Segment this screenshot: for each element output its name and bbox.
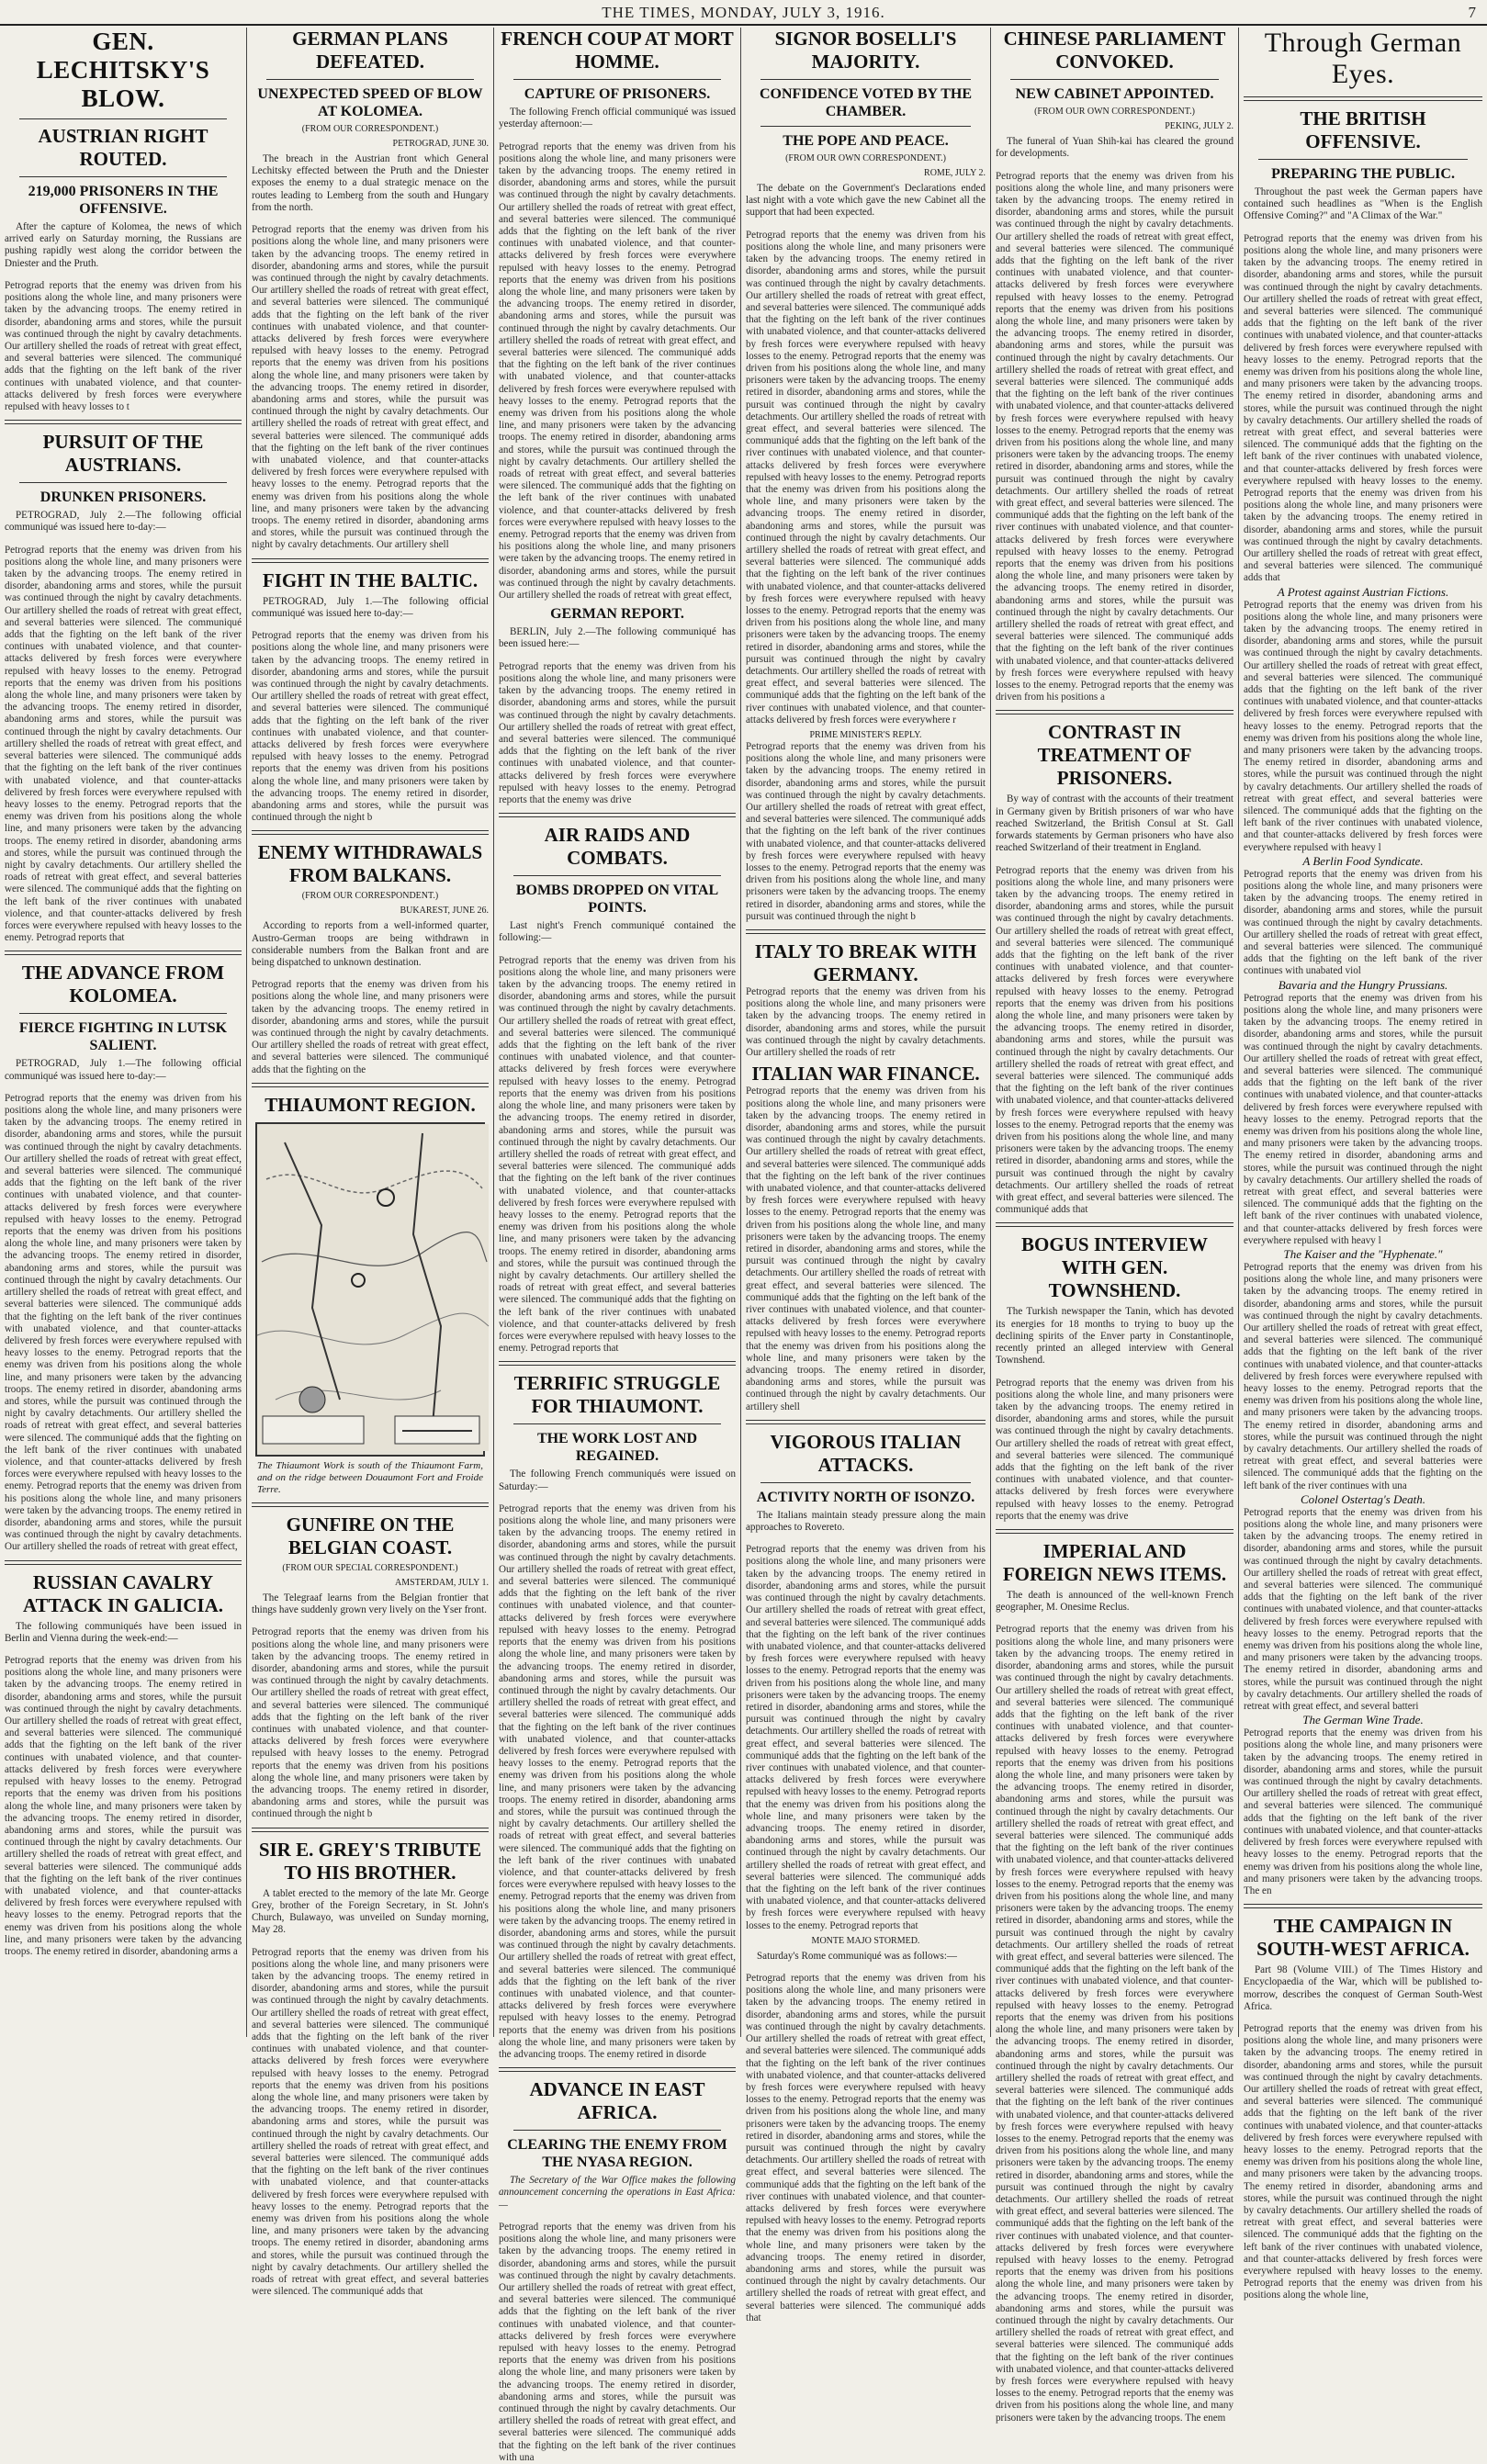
article-lechitsky <box>5 28 242 413</box>
section-label: The German Wine Trade. <box>1302 1713 1424 1727</box>
headline: FIGHT IN THE BALTIC. <box>262 568 479 591</box>
article-lead: BERLIN, July 2.—The following communiqué has been issued here:— <box>499 626 736 650</box>
article-body: Petrograd reports that the enemy was driven from his positions along the whole line, and many prisoners were taken by the advancing troops. The enemy retired in disorder, abandoning arms and stores, while the pursuit was continued through the night by cavalry detachments. Our artillery shelled the roads of retreat with great effect, and several batteries were silenced. The communiqué adds that the fighting on the left bank of the river continues with unabated violence, and that counter-attacks delivered by fresh forces were everywhere repulsed with heavy losses to the enemy. Petrograd reports that the enemy was driven from his positions along the whole line, and many prisoners were taken by the advancing troops. The enemy retired in disorder, abandoning arms and stores, while the pursuit was continued through the night by cavalry detachments. Our artillery shelled the roads of retreat with great effect, and several batteries were silenced. The communiqué adds that the fighting on the left bank of the river continues with unabated violence, and that counter-attacks delivered by fresh forces were everywhere repulsed with heavy losses to the enemy. Petrograd reports that the enemy was driven from his positions along the whole line, and many prisoners were taken by the advancing troops. The enemy retired in disorder, abandoning arms and stores, while the pursuit was continued through the night by cavalry detachments. Our artillery shelled the roads of retreat with great effect, and several batteries were silenced. The communiqué adds that <box>252 1946 489 2298</box>
subheadline: NEW CABINET APPOINTED. <box>1015 86 1214 102</box>
headline: ITALIAN WAR FINANCE. <box>751 1063 980 1086</box>
subheadline: PREPARING THE PUBLIC. <box>1271 166 1455 182</box>
dateline: PETROGRAD, JUNE 30. <box>392 139 489 149</box>
article-belgian-coast <box>252 1513 489 1821</box>
article-lead: The Turkish newspaper the Tanin, which has devoted its energies for 18 months to trying to buoy up the declining spirits of the Enver party in Constantinople, recently printed an alleged interview with General Townshend. <box>996 1306 1234 1367</box>
article-baltic <box>252 569 489 825</box>
byline: (FROM OUR OWN CORRESPONDENT.) <box>785 153 946 163</box>
article-lead: Throughout the past week the German papers have contained such headlines as "When is the English Offensive Coming?" and "A Climax of the War." <box>1244 186 1482 222</box>
article-body: Petrograd reports that the enemy was driven from his positions along the whole line, and many prisoners were taken by the advancing troops. The enemy retired in disorder, abandoning arms and stores, while the pursuit was continued through the night by cavalry detachments. Our artillery shelled the roads of retreat with great effect, and several batteries were silenced. The communiqué adds that the fighting on the left bank of the river continues with unabated violence, and that counter-attacks delivered by fresh forces were everywhere repulsed with heavy losses to the enemy. Petrograd reports that the enemy was driven from his positions along the whole line, and many prisoners were taken by the advancing troops. The enemy retired in disorder, abandoning arms and stores, while the pursuit was continued through the night by cavalry detachments. Our artillery shelled the roads of retreat with great effect, and several batteries were silenced. The communiqué adds that the fighting on the left bank of the river continues with unabated violence, and that counter-attacks delivered by fresh forces were everywhere repulsed with heavy losses to the enemy. Petrograd reports that the enemy was driven from his positions along the whole line, and many prisoners were taken by the advancing troops. The enemy retired in disorder, abandoning arms and stores, while the pursuit was continued through the night by cavalry detachments. Our artillery shelled the roads of retreat with great effect, and several batteries were silenced. The communiqué adds that <box>1244 232 1482 584</box>
article-body: Petrograd reports that the enemy was driven from his positions along the whole line, and many prisoners were taken by the advancing troops. The enemy retired in disorder, abandoning arms and stores, while the pursuit was continued through the night by cavalry detachments. Our artillery shelled the roads of retreat with great effect, and several batteries were silenced. The communiqué adds that the fighting on the left bank of the river continues with unabated violence, and that counter-attacks delivered by fresh forces were everywhere repulsed with heavy losses to the enemy. Petrograd reports that the enemy was driven from his positions along the whole line, and many prisoners were taken by the advancing troops. The enemy retired in disorder, abandoning arms and stores, while the pursuit was continued through the night b <box>252 1626 489 1820</box>
section-label: PRIME MINISTER'S REPLY. <box>809 730 922 741</box>
article-grey <box>252 1839 489 2299</box>
byline: (FROM OUR CORRESPONDENT.) <box>301 124 439 134</box>
subheadline: THE BRITISH OFFENSIVE. <box>1300 107 1426 152</box>
article-thiaumont <box>499 1372 736 2061</box>
article-body: Petrograd reports that the enemy was driven from his positions along the whole line, and many prisoners were taken by the advancing troops. The enemy retired in disorder, abandoning arms and stores, while the pursuit was continued through the night by cavalry detachments. Our artillery shelled the roads of retreat with great effect, and several batteries were silenced. The communiqué adds that the fighting on the left bank of the river continues with unabated violence, and that counter-attacks delivered by fresh forces were everywhere repulsed with heavy losses to the enemy. Petrograd reports that the enemy was driven from his positions along the whole line, and many prisoners were taken by the advancing troops. The enemy retired in disorder, abandoning arms and stores, while the pursuit was continued through the night b <box>746 741 986 922</box>
article-through-german-eyes <box>1244 28 1482 1897</box>
article-body: Petrograd reports that the enemy was driven from his positions along the whole line, and many prisoners were taken by the advancing troops. The enemy retired in disorder, abandoning arms and stores, while the pursuit was continued through the night by cavalry detachments. Our artillery shelled the roads of retreat with great effect, and several batteries were silenced. The communiqué adds that the fighting on the left bank of the river continues with unabated violence, and that counter-attacks delivered by fresh forces were everywhere repulsed with heavy losses to the enemy. Petrograd reports that the enemy was driven from his positions along the whole line, and many prisoners were taken by the advancing troops. The enemy retired in disorder, abandoning arms and stores, while the pursuit was continued through the night by cavalry detachments. Our artillery shelled the roads of retreat with great effect, and several batteries were silenced. The communiqué adds that the fighting on the left bank of the river continues with una <box>499 2221 736 2463</box>
article-german-report <box>499 605 736 806</box>
subheadline: THE POPE AND PEACE. <box>783 133 949 149</box>
article-imperial-news <box>996 1540 1234 2425</box>
subheadline: 219,000 PRISONERS IN THE OFFENSIVE. <box>28 184 219 217</box>
article-lead: Saturday's Rome communiqué was as follows:— <box>757 1950 957 1962</box>
column-6 <box>1239 28 1487 2301</box>
article-body: Petrograd reports that the enemy was driven from his positions along the whole line, and many prisoners were taken by the advancing troops. The enemy retired in disorder, abandoning arms and stores, while the pursuit was continued through the night by cavalry detachments. Our artillery shelled the roads of retreat with great effect, and several batteries were silenced. The communiqué adds that the fighting on the left bank of the river continues with unabated violence, and that counter-attacks delivered by fresh forces were everywhere repulsed with heavy losses to the enemy. Petrograd reports that the enemy was driven from his positions along the whole line, and many prisoners were taken by the advancing troops. The enemy retired in disorder, abandoning arms and stores, while the pursuit was continued through the night by cavalry detachments. Our artillery shelled the roads of retreat with great effect, and several batteries were silenced. The communiqué adds that the fighting on the left bank of the river continues with unabated violence, and that counter-attacks delivered by fresh forces were everywhere repulsed with heavy losses to the enemy. Petrograd reports that the enemy was driven from his positions along the whole line, and many prisoners were taken by the advancing troops. The enemy retired in disorder, abandoning arms and stores, while the pursuit was continued through the night by cavalry detachments. Our artillery shelled the roads of retreat with great effect, and several batteries were silenced. The communiqué adds that the fighting on the left bank of the river continues with unabated violence, and that counter-attacks delivered by fresh forces were everywhere repulsed with heavy losses to the enemy. Petrograd reports that the enemy was driven from his positions along the whole line, and many prisoners were taken by the advancing troops. The enemy retired in disorder, abandoning arms and stores, while the pursuit was continued through the night by cavalry detachments. Our artillery shelled the roads of retreat with great effect, <box>5 1092 242 1553</box>
article-boselli <box>746 28 986 923</box>
headline: AIR RAIDS AND COMBATS. <box>544 824 691 870</box>
headline: THE ADVANCE FROM KOLOMEA. <box>21 962 225 1007</box>
article-italy-germany <box>746 940 986 1059</box>
headline: RUSSIAN CAVALRY ATTACK IN GALICIA. <box>23 1570 223 1616</box>
page-number: 7 <box>1468 4 1476 21</box>
subheadline: UNEXPECTED SPEED OF BLOW AT KOLOMEA. <box>257 86 483 119</box>
headline: CONTRAST IN TREATMENT OF PRISONERS. <box>1037 721 1192 790</box>
thiaumont-map <box>255 1122 485 1457</box>
article-body: Petrograd reports that the enemy was driven from his positions along the whole line, and many prisoners were taken by the advancing troops. The enemy retired in disorder, abandoning arms and stores, while the pursuit was continued through the night by cavalry detachments. Our artillery shelled the roads of retreat with great effect, and several batteries were silenced. The communiqué adds that the fighting on the left bank of the river continues with unabated violence, and that counter-attacks delivered by fresh forces were everywhere repulsed with heavy losses to the enemy. Petrograd reports that the enemy was driven from his positions along the whole line, and many prisoners were taken by the advancing troops. The enemy retired in disorder, abandoning arms and stores, while the pursuit was continued through the night by cavalry detachments. Our artillery shelled the roads of retreat with great effect, and several batteries were silenced. The communiqué adds that the fighting on the left bank of the river continues with unabated violence, and that counter-attacks delivered by fresh forces were everywhere repulsed with heavy losses to the enemy. Petrograd reports that the enemy was driven from his positions along the whole line, and many prisoners were taken by the advancing troops. The enemy retired in disorder, abandoning arms and stores, while the pursuit was continued through the night by cavalry detachments. Our artillery shelled the roads of retreat with great effect, and several batteries were silenced. The communiqué adds that the fighting on the left bank of the river continues with unabated violence, and that counter-attacks delivered by fresh forces were everywhere repulsed with heavy losses to the enemy. Petrograd reports that <box>746 1544 986 1931</box>
article-body: Petrograd reports that the enemy was driven from his positions along the whole line, and many prisoners were taken by the advancing troops. The enemy retired in disorder, abandoning arms and stores, while the pursuit was continued through the night by cavalry detachments. Our artillery shelled the roads of retreat with great effect, and several batteries were silenced. The communiqué adds that the fighting on the left bank of the river continues with unabated violence, and that counter-attacks delivered by fresh forces were everywhere repulsed with heavy losses to the enemy. Petrograd reports that the enemy was drive <box>499 660 736 805</box>
map-caption: The Thiaumont Work is south of the Thiaumont Farm, and on the ridge between Douaumont Fort and Froide Terre. <box>257 1459 483 1495</box>
article-body: Petrograd reports that the enemy was driven from his positions along the whole line, and many prisoners were taken by the advancing troops. The enemy retired in disorder, abandoning arms and stores, while the pursuit was continued through the night by cavalry detachments. Our artillery shelled the roads of retreat with great effect, and several batteries were silenced. The communiqué adds that the fighting on the left bank of the river continues with unabated violence, and that counter-attacks delivered by fresh forces were everywhere repulsed with heavy losses to the enemy. Petrograd reports that the enemy was driven from his positions along the whole line, and many prisoners were taken by the advancing troops. The enemy retired in disorder, abandoning arms and stores, while the pursuit was continued through the night by cavalry detachments. Our artillery shelled the roads of retreat with great effect, and several batteries were silenced. The communiqué adds that the fighting on the left bank of the river continues with unabated violence, and that counter-attacks delivered by fresh forces were everywhere repulsed with heavy losses to the enemy. Petrograd reports that the enemy was driven from his positions along the whole line, and many prisoners were taken by the advancing troops. The enemy retired in disorder, abandoning arms and stores, while the pursuit was continued through the night by cavalry detachments. Our artillery shelled the roads of retreat with great effect, and several batteries were silenced. The communiqué adds that <box>996 864 1234 1216</box>
article-body: Petrograd reports that the enemy was driven from his positions along the whole line, and many prisoners were taken by the advancing troops. The enemy retired in disorder, abandoning arms and stores, while the pursuit was continued through the night by cavalry detachments. Our artillery shelled the roads of retreat with great effect, and several batteries were silenced. The communiqué adds that the fighting on the left bank of the river continues with unabated violence, and that counter-attacks delivered by fresh forces were everywhere repulsed with heavy losses to the enemy. Petrograd reports that the enemy was driven from his positions along the whole line, and many prisoners were taken by the advancing troops. The enemy retired in disorder, abandoning arms and stores, while the pursuit was continued through the night by cavalry detachments. Our artillery shelled the roads of retreat with great effect, and several batteries were silenced. The communiqué adds that the fighting on the left bank of the river continues with unabated violence, and that counter-attacks delivered by fresh forces were everywhere repulsed with heavy losses to the enemy. Petrograd reports that the enemy was driven from his positions along the whole line, and many prisoners were taken by the advancing troops. The enemy retired in disorder, abandoning arms and stores, while the pursuit was continued through the night by cavalry detachments. Our artillery shelled the roads of retreat with great effect, and several batteries were silenced. The communiqué adds that the fighting on the left bank of the river continues with unabated violence, and that counter-attacks delivered by fresh forces were everywhere repulsed with heavy losses to the enemy. Petrograd reports that the enemy was driven from his positions along the whole line, and many prisoners were taken by the advancing troops. The enemy retired in disorder, abandoning arms and stores, while the pursuit was continued through the night by cavalry detachments. Our artillery shelled the roads of retreat with great effect, <box>499 141 736 602</box>
headline: CHINESE PARLIAMENT CONVOKED. <box>1003 28 1226 73</box>
headline: Through German Eyes. <box>1264 28 1462 89</box>
article-italian-attacks <box>746 1431 986 2324</box>
article-lead: Part 98 (Volume VIII.) of The Times History and Encyclopaedia of the War, which will be published to-morrow, describes the conquest of German South-West Africa. <box>1244 1964 1482 2012</box>
headline: GUNFIRE ON THE BELGIAN COAST. <box>286 1513 455 1558</box>
byline: (FROM OUR OWN CORRESPONDENT.) <box>1034 107 1195 117</box>
article-body: Petrograd reports that the enemy was driven from his positions along the whole line, and many prisoners were taken by the advancing troops. The enemy retired in disorder, abandoning arms and stores, while the pursuit was continued through the night by cavalry detachments. Our artillery shelled the roads of retreat with great effect, and several batteries were silenced. The communiqué adds that the fighting on the left bank of the river continues with unabated violence, and that counter-attacks delivered by fresh forces were everywhere repulsed with heavy losses to the enemy. Petrograd reports that the enemy was driven from his positions along the whole line, and many prisoners were taken by the advancing troops. The enemy retired in disorder, abandoning arms and stores, while the pursuit was continued through the night by cavalry detachments. Our artillery shelled the roads of retreat with great effect, and several batteries were silenced. The communiqué adds that the fighting on the left bank of the river continues with unabated violence, and that counter-attacks delivered by fresh forces were everywhere repulsed with heavy losses to the enemy. Petrograd reports that the enemy was driven from his positions along the whole line, and many prisoners were taken by the advancing troops. The enemy retired in disorder, abandoning arms and stores, while the pursuit was continued through the night by cavalry detachments. Our artillery shelled the roads of retreat with great effect, and several batteries were silenced. The communiqué adds that <box>746 1973 986 2323</box>
subheadline: THE WORK LOST AND REGAINED. <box>536 1431 698 1465</box>
article-lead: The debate on the Government's Declarations ended last night with a vote which gave the new Cabinet all the support that had been expected. <box>746 183 986 219</box>
article-body: Petrograd reports that the enemy was driven from his positions along the whole line, and many prisoners were taken by the advancing troops. The enemy retired in disorder, abandoning arms and stores, while the pursuit was continued through the night by cavalry detachments. Our artillery shelled the roads of retreat with great effect, and several batteries were silenced. The communiqué adds that the fighting on the left bank of the river continues with unabated violence, and that counter-attacks delivered by fresh forces were everywhere repulsed with heavy losses to the enemy. Petrograd reports that the enemy was driven from his positions along the whole line, and many prisoners were taken by the advancing troops. The enemy retired in disorder, abandoning arms and stores, while the pursuit was continued through the night b <box>252 630 489 824</box>
article-lead: The breach in the Austrian front which General Lechitsky effected between the Pruth and the Dniester exposes the enemy to a dual strategic menace on the routes leading to Lemberg from the south and Hungary from the north. <box>252 153 489 213</box>
article-cavalry <box>5 1571 242 1959</box>
subheadline: CONFIDENCE VOTED BY THE CHAMBER. <box>760 86 972 119</box>
article-body: Petrograd reports that the enemy was driven from his positions along the whole line, and many prisoners were taken by the advancing troops. The enemy retired in disorder, abandoning arms and stores, while the pursuit was continued through the night by cavalry detachments. Our artillery shelled the roads of retreat with great effect, and several batteries were silenced. The communiqué adds that the fighting on the left bank of the river continues with unabated violence, and that counter-attacks delivered by fresh forces were everywhere repulsed with heavy losses to the enemy. Petrograd reports that the enemy was driven from his positions along the whole line, and many prisoners were taken by the advancing troops. The enemy retired in disorder, abandoning arms and stores, while the pursuit was continued through the night by cavalry detachments. Our artillery shelled the roads of retreat with great effect, and several batteries were silenced. The communiqué adds that the fighting on the left bank of the river continues with una <box>1244 1261 1482 1491</box>
article-body: Petrograd reports that the enemy was driven from his positions along the whole line, and many prisoners were taken by the advancing troops. The enemy retired in disorder, abandoning arms and stores, while the pursuit was continued through the night by cavalry detachments. Our artillery shelled the roads of retreat with great effect, and several batteries were silenced. The communiqué adds that the fighting on the left bank of the river continues with unabated violence, and that counter-attacks delivered by fresh forces were everywhere repulsed with heavy losses to the enemy. Petrograd reports that the enemy was driven from his positions along the whole line, and many prisoners were taken by the advancing troops. The enemy retired in disorder, abandoning arms and stores, while the pursuit was continued through the night by cavalry detachments. Our artillery shelled the roads of retreat with great effect, and several batteries were silenced. The communiqué adds that the fighting on the left bank of the river continues with unabated violence, and that counter-attacks delivered by fresh forces were everywhere repulsed with heavy losses to the enemy. Petrograd reports that the enemy was driven from his positions along the whole line, and many prisoners were taken by the advancing troops. The enemy retired in disorder, abandoning arms and stores, while the pursuit was continued through the night by cavalry detachments. Our artillery shelled the roads of retreat with great effect, and several batteries were silenced. The communiqué adds that the fighting on the left bank of the river continues with unabated violence, and that counter-attacks delivered by fresh forces were everywhere repulsed with heavy losses to the enemy. Petrograd reports that the enemy was driven from his positions along the whole line, and many prisoners were taken by the advancing troops. The enemy retired in disorder, abandoning arms and stores, while the pursuit was continued through the night by cavalry detachments. Our artillery shelled the roads of retreat with great effect, and several batteries were silenced. The communiqué adds that the fighting on the left bank of the river continues with unabated violence, and that counter-attacks delivered by fresh forces were everywhere repulsed with heavy losses to the enemy. Petrograd reports that the enemy was driven from his positions a <box>996 170 1234 703</box>
article-balkans <box>252 841 489 1076</box>
headline: ENEMY WITHDRAWALS FROM BALKANS. <box>257 841 483 887</box>
dateline: AMSTERDAM, JULY 1. <box>395 1577 489 1588</box>
dateline: ROME, JULY 2. <box>924 168 986 178</box>
subheadline: AUSTRIAN RIGHT ROUTED. <box>38 125 208 170</box>
article-body: Petrograd reports that the enemy was driven from his positions along the whole line, and many prisoners were taken by the advancing troops. The enemy retired in disorder, abandoning arms and stores, while the pursuit was continued through the night by cavalry detachments. Our artillery shelled the roads of retreat with great effect, and several batteries were silenced. The communiqué adds that the fighting on the left bank of the river continues with unabated violence, and that counter-attacks delivered by fresh forces were everywhere repulsed with heavy losses to the enemy. Petrograd reports that the enemy was driven from his positions along the whole line, and many prisoners were taken by the advancing troops. The enemy retired in disorder, abandoning arms and stores, while the pursuit was continued through the night by cavalry detachments. Our artillery shelled the roads of retreat with great effect, and several batteries were silenced. The communiqué adds that the fighting on the left bank of the river continues with unabated violence, and that counter-attacks delivered by fresh forces were everywhere repulsed with heavy losses to the enemy. Petrograd reports that the enemy was driven from his positions along the whole line, and many prisoners were taken by the advancing troops. The enemy retired in disorder, abandoning arms a <box>5 1655 242 1957</box>
subheadline: BOMBS DROPPED ON VITAL POINTS. <box>515 883 719 917</box>
subheadline: CAPTURE OF PRISONERS. <box>524 86 711 102</box>
article-body: Petrograd reports that the enemy was driven from his positions along the whole line, and many prisoners were taken by the advancing troops. The enemy retired in disorder, abandoning arms and stores, while the pursuit was continued through the night by cavalry detachments. Our artillery shelled the roads of retreat with great effect, and several batteries were silenced. The communiqué adds that the fighting on the left bank of the river continues with unabated violence, and that counter-attacks delivered by fresh forces were everywhere repulsed with heavy losses to the enemy. Petrograd reports that the enemy was driven from his positions along the whole line, and many prisoners were taken by the advancing troops. The en <box>1244 1727 1482 1896</box>
column-2 <box>247 28 493 2298</box>
article-lead: The Italians maintain steady pressure along the main approaches to Rovereto. <box>746 1509 986 1533</box>
article-body: Petrograd reports that the enemy was driven from his positions along the whole line, and many prisoners were taken by the advancing troops. The enemy retired in disorder, abandoning arms and stores, while the pursuit was continued through the night by cavalry detachments. Our artillery shelled the roads of retreat with great effect, and several batteries were silenced. The communiqué adds that the fighting on the left bank of the river continues with unabated violence, and that counter-attacks delivered by fresh forces were everywhere repulsed with heavy losses to the enemy. Petrograd reports that the enemy was driven from his positions along the whole line, and many prisoners were taken by the advancing troops. The enemy retired in disorder, abandoning arms and stores, while the pursuit was continued through the night by cavalry detachments. Our artillery shelled the roads of retreat with great effect, and several batteries were silenced. The communiqué adds that the fighting on the left bank of the river continues with unabated violence, and that counter-attacks delivered by fresh forces were everywhere repulsed with heavy losses to the enemy. Petrograd reports that the enemy was driven from his positions along the whole line, and many prisoners were taken by the advancing troops. The enemy retired in disorder, abandoning arms and stores, while the pursuit was continued through the night by cavalry detachments. Our artillery shelled the roads of retreat with great effect, and several batteries were silenced. The communiqué adds that the fighting on the left bank of the river continues with unabated violence, and that counter-attacks delivered by fresh forces were everywhere repulsed with heavy losses to the enemy. Petrograd reports that <box>499 954 736 1355</box>
article-body: Petrograd reports that the enemy was driven from his positions along the whole line, and many prisoners were taken by the advancing troops. The enemy retired in disorder, abandoning arms and stores, while the pursuit was continued through the night by cavalry detachments. Our artillery shelled the roads of retreat with great effect, and several batteries were silenced. The communiqué adds that the fighting on the left bank of the river continues with unabated violence, and that counter-attacks delivered by fresh forces were everywhere repulsed with heavy losses to the enemy. Petrograd reports that the enemy was driven from his positions along the whole line, and many prisoners were taken by the advancing troops. The enemy retired in disorder, abandoning arms and stores, while the pursuit was continued through the night by cavalry detachments. Our artillery shelled the roads of retreat with great effect, and several batteries were silenced. The communiqué adds that the fighting on the left bank of the river continues with unabated violence, and that counter-attacks delivered by fresh forces were everywhere repulsed with heavy losses to the enemy. Petrograd reports that the enemy was driven from his positions along the whole line, and many prisoners were taken by the advancing troops. The enemy retired in disorder, abandoning arms and stores, while the pursuit was continued through the night by cavalry detachments. Our artillery shelled the roads of retreat with great effect, and several batteries were silenced. The communiqué adds that the fighting on the left bank of the river continues with unabated violence, and that counter-attacks delivered by fresh forces were everywhere repulsed with heavy losses to the enemy. Petrograd reports that <box>5 544 242 944</box>
map-title: THIAUMONT REGION. <box>265 1093 476 1116</box>
article-air-raids <box>499 824 736 1355</box>
article-east-africa <box>499 2078 736 2464</box>
headline: THE CAMPAIGN IN SOUTH-WEST AFRICA. <box>1256 1915 1470 1961</box>
section-label: The Kaiser and the "Hyphenate." <box>1283 1246 1443 1261</box>
headline: ADVANCE IN EAST AFRICA. <box>529 2078 705 2124</box>
article-body: Petrograd reports that the enemy was driven from his positions along the whole line, and many prisoners were taken by the advancing troops. The enemy retired in disorder, abandoning arms and stores, while the pursuit was continued through the night by cavalry detachments. Our artillery shelled the roads of retreat with great effect, and several batteries were silenced. The communiqué adds that the fighting on the left bank of the river continues with unabated violence, and that counter-attacks delivered by fresh forces were everywhere repulsed with heavy losses to the enemy. Petrograd reports that the enemy was drive <box>996 1377 1234 1522</box>
headline: BOGUS INTERVIEW WITH GEN. TOWNSHEND. <box>1021 1233 1208 1302</box>
article-contrast <box>996 721 1234 1216</box>
headline: VIGOROUS ITALIAN ATTACKS. <box>770 1430 962 1476</box>
article-body: Petrograd reports that the enemy was driven from his positions along the whole line, and many prisoners were taken by the advancing troops. The enemy retired in disorder, abandoning arms and stores, while the pursuit was continued through the night by cavalry detachments. Our artillery shelled the roads of retreat with great effect, and several batteries were silenced. The communiqué adds that the fighting on the left bank of the river continues with unabated violence, and that counter-attacks delivered by fresh forces were everywhere repulsed with heavy losses to the enemy. Petrograd reports that the enemy was driven from his positions along the whole line, and many prisoners were taken by the advancing troops. The enemy retired in disorder, abandoning arms and stores, while the pursuit was continued through the night by cavalry detachments. Our artillery shelled the roads of retreat with great effect, and several batteries were silenced. The communiqué adds that the fighting on the left bank of the river continues with unabated violence, and that counter-attacks delivered by fresh forces were everywhere repulsed with heavy losses to the enemy. Petrograd reports that the enemy was driven from his positions along the whole line, and many prisoners were taken by the advancing troops. The enemy retired in disorder, abandoning arms and stores, while the pursuit was continued through the night by cavalry detachments. Our artillery shelled the roads of retreat with great effect, and several batteries were silenced. The communiqué adds that the fighting on the left bank of the river continues with unabated violence, and that counter-attacks delivered by fresh forces were everywhere repulsed with heavy losses to the enemy. Petrograd reports that the enemy was driven from his positions along the whole line, and many prisoners were taken by the advancing troops. The enemy retired in disorder, abandoning arms and stores, while the pursuit was continued through the night by cavalry detachments. Our artillery shelled the roads of retreat with great effect, and several batteries were silenced. The communiqué adds that the fighting on the left bank of the river continues with unabated violence, and that counter-attacks delivered by fresh forces were everywhere repulsed with heavy losses to the enemy. Petrograd reports that the enemy was driven from his positions along the whole line, and many prisoners were taken by the advancing troops. The enemy retired in disorder, abandoning arms and stores, while the pursuit was continued through the night by cavalry detachments. Our artillery shelled the roads of retreat with great effect, and several batteries were silenced. The communiqué adds that the fighting on the left bank of the river continues with unabated violence, and that counter-attacks delivered by fresh forces were everywhere repulsed with heavy losses to the enemy. Petrograd reports that the enemy was driven from his positions along the whole line, and many prisoners were taken by the advancing troops. The enemy retired in disorder, abandoning arms and stores, while the pursuit was continued through the night by cavalry detachments. Our artillery shelled the roads of retreat with great effect, and several batteries were silenced. The communiqué adds that the fighting on the left bank of the river continues with unabated violence, and that counter-attacks delivered by fresh forces were everywhere repulsed with heavy losses to the enemy. Petrograd reports that the enemy was driven from his positions along the whole line, and many prisoners were taken by the advancing troops. The enem <box>996 1624 1234 2424</box>
section-label: Colonel Ostertag's Death. <box>1300 1491 1426 1506</box>
article-lead: The death is announced of the well-known French geographer, M. Onesime Reclus. <box>996 1589 1234 1614</box>
dateline: BUKAREST, JUNE 26. <box>400 906 489 917</box>
article-south-west-africa <box>1244 1915 1482 2302</box>
article-mort-homme <box>499 28 736 602</box>
article-german-plans <box>252 28 489 552</box>
article-lead: The following French communiqués were issued on Saturday:— <box>499 1468 736 1492</box>
section-label: A Protest against Austrian Fictions. <box>1277 584 1449 599</box>
article-body: Petrograd reports that the enemy was driven from his positions along the whole line, and many prisoners were taken by the advancing troops. The enemy retired in disorder, abandoning arms and stores, while the pursuit was continued through the night by cavalry detachments. Our artillery shelled the roads of retreat with great effect, and several batteries were silenced. The communiqué adds that the fighting on the left bank of the river continues with unabated viol <box>1244 868 1482 977</box>
article-lead: PETROGRAD, July 2.—The following official communiqué was issued here to-day:— <box>5 510 242 534</box>
article-lead: By way of contrast with the accounts of their treatment in Germany given by British prisoners of war who have reached Switzerland, the British Consul at St. Gall forwards statements by German prisoners who have also reached Switzerland of their treatment in England. <box>996 793 1234 854</box>
article-body: Petrograd reports that the enemy was driven from his positions along the whole line, and many prisoners were taken by the advancing troops. The enemy retired in disorder, abandoning arms and stores, while the pursuit was continued through the night by cavalry detachments. Our artillery shelled the roads of retreat with great effect, and several batteries were silenced. The communiqué adds that the fighting on the left bank of the river continues with unabated violence, and that counter-attacks delivered by fresh forces were everywhere repulsed with heavy losses to t <box>5 279 242 412</box>
subheadline: FIERCE FIGHTING IN LUTSK SALIENT. <box>18 1020 228 1054</box>
article-body: Petrograd reports that the enemy was driven from his positions along the whole line, and many prisoners were taken by the advancing troops. The enemy retired in disorder, abandoning arms and stores, while the pursuit was continued through the night by cavalry detachments. Our artillery shelled the roads of retreat with great effect, and several batteries were silenced. The communiqué adds that the fighting on the left bank of the river continues with unabated violence, and that counter-attacks delivered by fresh forces were everywhere repulsed with heavy losses to the enemy. Petrograd reports that the enemy was driven from his positions along the whole line, and many prisoners were taken by the advancing troops. The enemy retired in disorder, abandoning arms and stores, while the pursuit was continued through the night by cavalry detachments. Our artillery shelled the roads of retreat with great effect, and several batteries were silenced. The communiqué adds that the fighting on the left bank of the river continues with unabated violence, and that counter-attacks delivered by fresh forces were everywhere repulsed with heavy l <box>1244 599 1482 853</box>
article-lead: PETROGRAD, July 1.—The following official communiqué was issued here to-day:— <box>252 595 489 619</box>
article-body: Petrograd reports that the enemy was driven from his positions along the whole line, and many prisoners were taken by the advancing troops. The enemy retired in disorder, abandoning arms and stores, while the pursuit was continued through the night by cavalry detachments. Our artillery shelled the roads of retreat with great effect, and several batteries were silenced. The communiqué adds that the fighting on the left bank of the river continues with unabated violence, and that counter-attacks delivered by fresh forces were everywhere repulsed with heavy losses to the enemy. Petrograd reports that the enemy was driven from his positions along the whole line, and many prisoners were taken by the advancing troops. The enemy retired in disorder, abandoning arms and stores, while the pursuit was continued through the night by cavalry detachments. Our artillery shelled the roads of retreat with great effect, and several batteries were silenced. The communiqué adds that the fighting on the left bank of the river continues with unabated violence, and that counter-attacks delivered by fresh forces were everywhere repulsed with heavy losses to the enemy. Petrograd reports that the enemy was driven from his positions along the whole line, and many prisoners were taken by the advancing troops. The enemy retired in disorder, abandoning arms and stores, while the pursuit was continued through the night by cavalry detachments. Our artillery shelled the roads of retreat with great effect, and several batteries were silenced. The communiqué adds that the fighting on the left bank of the river continues with unabated violence, and that counter-attacks delivered by fresh forces were everywhere repulsed with heavy losses to the enemy. Petrograd reports that the enemy was driven from his positions along the whole line, and many prisoners were taken by the advancing troops. The enemy retired in disorder, abandoning arms and stores, while the pursuit was continued through the night by cavalry detachments. Our artillery shelled the roads of retreat with great effect, and several batteries were silenced. The communiqué adds that the fighting on the left bank of the river continues with unabated violence, and that counter-attacks delivered by fresh forces were everywhere repulsed with heavy losses to the enemy. Petrograd reports that the enemy was driven from his positions along the whole line, and many prisoners were taken by the advancing troops. The enemy retired in disorde <box>499 1502 736 2060</box>
article-advance <box>5 962 242 1553</box>
section-label: MONTE MAJO STORMED. <box>811 1935 920 1946</box>
headline: SIGNOR BOSELLI'S MAJORITY. <box>774 28 957 73</box>
columns <box>0 28 1487 2463</box>
article-lead: According to reports from a well-informed quarter, Austro-German troops are being withdrawn in considerable numbers from the Balkan front and are being dispatched to unknown destination. <box>252 920 489 968</box>
article-pursuit <box>5 431 242 944</box>
subheadline: ACTIVITY NORTH OF ISONZO. <box>756 1489 975 1505</box>
dateline: PEKING, JULY 2. <box>1165 121 1234 131</box>
article-lead: After the capture of Kolomea, the news of which arrived early on Saturday morning, the Russians are pushing rapidly west along the corridor between the Dniester and the Pruth. <box>5 221 242 269</box>
article-body: Petrograd reports that the enemy was driven from his positions along the whole line, and many prisoners were taken by the advancing troops. The enemy retired in disorder, abandoning arms and stores, while the pursuit was continued through the night by cavalry detachments. Our artillery shelled the roads of retreat with great effect, and several batteries were silenced. The communiqué adds that the fighting on the <box>252 979 489 1075</box>
section-label: Bavaria and the Hungry Prussians. <box>1278 977 1448 992</box>
masthead-dateline: THE TIMES, MONDAY, JULY 3, 1916. <box>602 4 885 21</box>
article-body: Petrograd reports that the enemy was driven from his positions along the whole line, and many prisoners were taken by the advancing troops. The enemy retired in disorder, abandoning arms and stores, while the pursuit was continued through the night by cavalry detachments. Our artillery shelled the roads of retreat with great effect, and several batteries were silenced. The communiqué adds that the fighting on the left bank of the river continues with unabated violence, and that counter-attacks delivered by fresh forces were everywhere repulsed with heavy losses to the enemy. Petrograd reports that the enemy was driven from his positions along the whole line, and many prisoners were taken by the advancing troops. The enemy retired in disorder, abandoning arms and stores, while the pursuit was continued through the night by cavalry detachments. Our artillery shelled the roads of retreat with great effect, and several batteries were silenced. The communiqué adds that the fighting on the left bank of the river continues with unabated violence, and that counter-attacks delivered by fresh forces were everywhere repulsed with heavy losses to the enemy. Petrograd reports that the enemy was driven from his positions along the whole line, and many prisoners were taken by the advancing troops. The enemy retired in disorder, abandoning arms and stores, while the pursuit was continued through the night by cavalry detachments. Our artillery shell <box>746 1086 986 1412</box>
article-lead: PETROGRAD, July 1.—The following official communiqué was issued here to-day:— <box>5 1058 242 1082</box>
article-lead: The following French official communiqué was issued yesterday afternoon:— <box>499 107 736 130</box>
headline: IMPERIAL AND FOREIGN NEWS ITEMS. <box>1002 1539 1227 1585</box>
article-lead: The following communiqués have been issued in Berlin and Vienna during the week-end:— <box>5 1620 242 1644</box>
column-4 <box>741 28 990 2323</box>
article-lead: Last night's French communiqué contained the following:— <box>499 920 736 944</box>
map-thiaumont <box>252 1094 489 1496</box>
masthead <box>0 0 1487 26</box>
article-body: Petrograd reports that the enemy was driven from his positions along the whole line, and many prisoners were taken by the advancing troops. The enemy retired in disorder, abandoning arms and stores, while the pursuit was continued through the night by cavalry detachments. Our artillery shelled the roads of retreat with great effect, and several batteries were silenced. The communiqué adds that the fighting on the left bank of the river continues with unabated violence, and that counter-attacks delivered by fresh forces were everywhere repulsed with heavy losses to the enemy. Petrograd reports that the enemy was driven from his positions along the whole line, and many prisoners were taken by the advancing troops. The enemy retired in disorder, abandoning arms and stores, while the pursuit was continued through the night by cavalry detachments. Our artillery shelled the roads of retreat with great effect, and several batteries were silenced. The communiqué adds that the fighting on the left bank of the river continues with unabated violence, and that counter-attacks delivered by fresh forces were everywhere repulsed with heavy l <box>1244 992 1482 1246</box>
article-body: Petrograd reports that the enemy was driven from his positions along the whole line, and many prisoners were taken by the advancing troops. The enemy retired in disorder, abandoning arms and stores, while the pursuit was continued through the night by cavalry detachments. Our artillery shelled the roads of retreat with great effect, and several batteries were silenced. The communiqué adds that the fighting on the left bank of the river continues with unabated violence, and that counter-attacks delivered by fresh forces were everywhere repulsed with heavy losses to the enemy. Petrograd reports that the enemy was driven from his positions along the whole line, and many prisoners were taken by the advancing troops. The enemy retired in disorder, abandoning arms and stores, while the pursuit was continued through the night by cavalry detachments. Our artillery shelled the roads of retreat with great effect, and several batteries were silenced. The communiqué adds that the fighting on the left bank of the river continues with unabated violence, and that counter-attacks delivered by fresh forces were everywhere repulsed with heavy losses to the enemy. Petrograd reports that the enemy was driven from his positions along the whole line, <box>1244 2023 1482 2301</box>
subheadline: CLEARING THE ENEMY FROM THE NYASA REGION. <box>507 2137 727 2171</box>
column-3 <box>494 28 740 2463</box>
article-lead: A tablet erected to the memory of the late Mr. George Grey, brother of the Foreign Secretary, in St. John's Church, Bulawayo, was unveiled on Sunday morning, May 28. <box>252 1887 489 1936</box>
headline: GERMAN REPORT. <box>550 606 684 623</box>
article-lead: The Secretary of the War Office makes the following announcement concerning the operations in East Africa:— <box>499 2175 736 2211</box>
headline: FRENCH COUP AT MORT HOMME. <box>501 28 734 73</box>
article-chinese-parliament <box>996 28 1234 703</box>
article-body: Petrograd reports that the enemy was driven from his positions along the whole line, and many prisoners were taken by the advancing troops. The enemy retired in disorder, abandoning arms and stores, while the pursuit was continued through the night by cavalry detachments. Our artillery shelled the roads of retreat with great effect, and several batteries were silenced. The communiqué adds that the fighting on the left bank of the river continues with unabated violence, and that counter-attacks delivered by fresh forces were everywhere repulsed with heavy losses to the enemy. Petrograd reports that the enemy was driven from his positions along the whole line, and many prisoners were taken by the advancing troops. The enemy retired in disorder, abandoning arms and stores, while the pursuit was continued through the night by cavalry detachments. Our artillery shelled the roads of retreat with great effect, and several batteries were silenced. The communiqué adds that the fighting on the left bank of the river continues with unabated violence, and that counter-attacks delivered by fresh forces were everywhere repulsed with heavy losses to the enemy. Petrograd reports that the enemy was driven from his positions along the whole line, and many prisoners were taken by the advancing troops. The enemy retired in disorder, abandoning arms and stores, while the pursuit was continued through the night by cavalry detachments. Our artillery shelled the roads of retreat with great effect, and several batteries were silenced. The communiqué adds that the fighting on the left bank of the river continues with unabated violence, and that counter-attacks delivered by fresh forces were everywhere repulsed with heavy losses to the enemy. Petrograd reports that the enemy was driven from his positions along the whole line, and many prisoners were taken by the advancing troops. The enemy retired in disorder, abandoning arms and stores, while the pursuit was continued through the night by cavalry detachments. Our artillery shelled the roads of retreat with great effect, and several batteries were silenced. The communiqué adds that the fighting on the left bank of the river continues with unabated violence, and that counter-attacks delivered by fresh forces were everywhere r <box>746 229 986 726</box>
byline: (FROM OUR CORRESPONDENT.) <box>301 891 439 902</box>
headline: PURSUIT OF THE AUSTRIANS. <box>42 431 204 477</box>
article-lead: The funeral of Yuan Shih-kai has cleared the ground for developments. <box>996 136 1234 160</box>
headline: TERRIFIC STRUGGLE FOR THIAUMONT. <box>513 1372 721 1418</box>
subheadline: DRUNKEN PRISONERS. <box>39 489 207 506</box>
article-body: Petrograd reports that the enemy was driven from his positions along the whole line, and many prisoners were taken by the advancing troops. The enemy retired in disorder, abandoning arms and stores, while the pursuit was continued through the night by cavalry detachments. Our artillery shelled the roads of retreat with great effect, and several batteries were silenced. The communiqué adds that the fighting on the left bank of the river continues with unabated violence, and that counter-attacks delivered by fresh forces were everywhere repulsed with heavy losses to the enemy. Petrograd reports that the enemy was driven from his positions along the whole line, and many prisoners were taken by the advancing troops. The enemy retired in disorder, abandoning arms and stores, while the pursuit was continued through the night by cavalry detachments. Our artillery shelled the roads of retreat with great effect, and several batteri <box>1244 1506 1482 1713</box>
map-drawing <box>257 1124 489 1451</box>
article-bogus-interview <box>996 1233 1234 1523</box>
headline: GEN. LECHITSKY'S BLOW. <box>36 28 210 112</box>
headline: SIR E. GREY'S TRIBUTE TO HIS BROTHER. <box>258 1838 482 1884</box>
article-body: Petrograd reports that the enemy was driven from his positions along the whole line, and many prisoners were taken by the advancing troops. The enemy retired in disorder, abandoning arms and stores, while the pursuit was continued through the night by cavalry detachments. Our artillery shelled the roads of retr <box>746 986 986 1059</box>
headline: ITALY TO BREAK WITH GERMANY. <box>754 940 977 986</box>
article-lead: The Telegraaf learns from the Belgian frontier that things have suddenly grown very lively on the Yser front. <box>252 1592 489 1616</box>
article-finance <box>746 1063 986 1412</box>
column-5 <box>991 28 1238 2424</box>
byline: (FROM OUR SPECIAL CORRESPONDENT.) <box>282 1562 458 1573</box>
headline: GERMAN PLANS DEFEATED. <box>292 28 448 73</box>
column-1 <box>0 28 246 2037</box>
article-body: Petrograd reports that the enemy was driven from his positions along the whole line, and many prisoners were taken by the advancing troops. The enemy retired in disorder, abandoning arms and stores, while the pursuit was continued through the night by cavalry detachments. Our artillery shelled the roads of retreat with great effect, and several batteries were silenced. The communiqué adds that the fighting on the left bank of the river continues with unabated violence, and that counter-attacks delivered by fresh forces were everywhere repulsed with heavy losses to the enemy. Petrograd reports that the enemy was driven from his positions along the whole line, and many prisoners were taken by the advancing troops. The enemy retired in disorder, abandoning arms and stores, while the pursuit was continued through the night by cavalry detachments. Our artillery shelled the roads of retreat with great effect, and several batteries were silenced. The communiqué adds that the fighting on the left bank of the river continues with unabated violence, and that counter-attacks delivered by fresh forces were everywhere repulsed with heavy losses to the enemy. Petrograd reports that the enemy was driven from his positions along the whole line, and many prisoners were taken by the advancing troops. The enemy retired in disorder, abandoning arms and stores, while the pursuit was continued through the night by cavalry detachments. Our artillery shell <box>252 224 489 551</box>
section-label: A Berlin Food Syndicate. <box>1302 853 1424 868</box>
